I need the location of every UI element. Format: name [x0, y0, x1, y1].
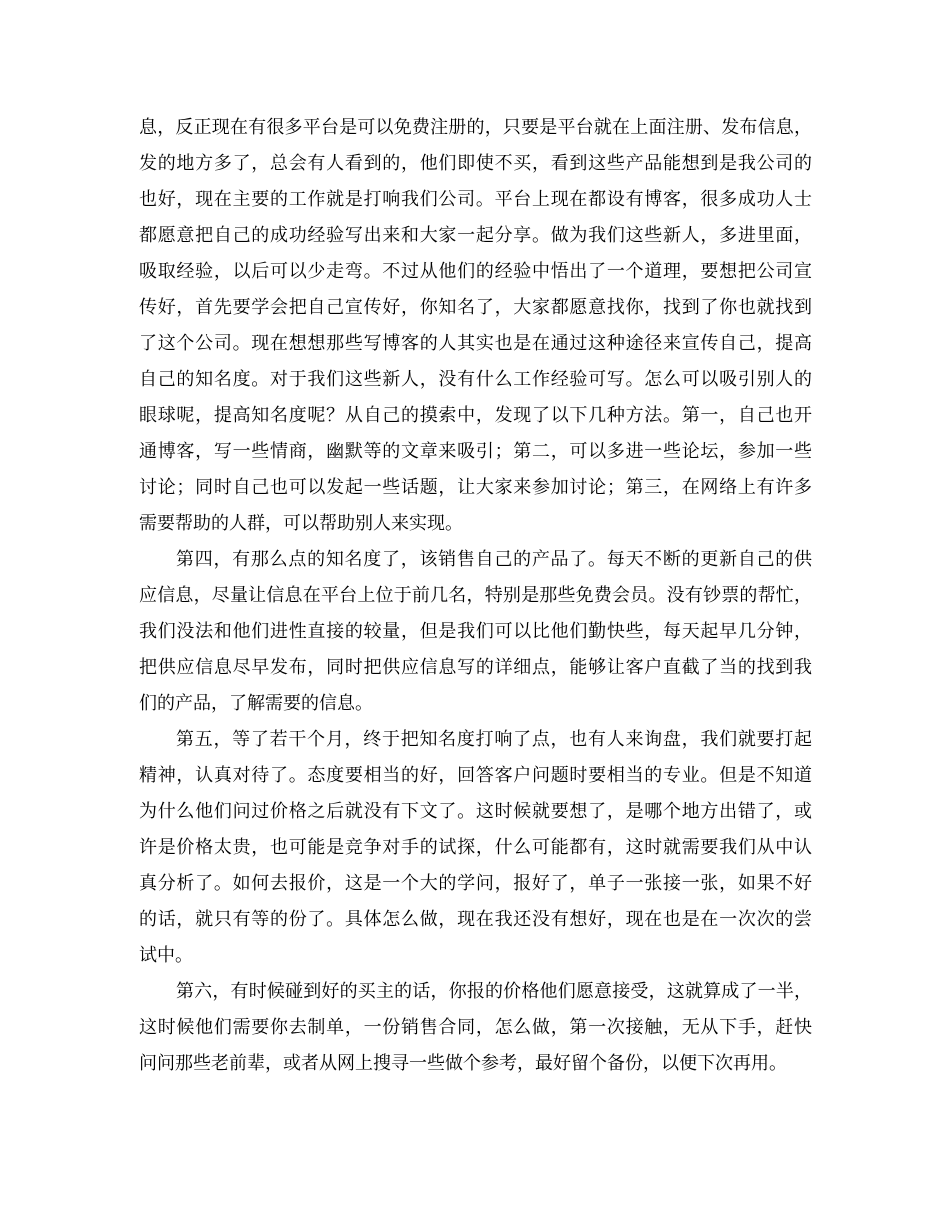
- text-line: 这时候他们需要你去制单，一份销售合同，怎么做，第一次接触，无从下手，赶快: [139, 1017, 812, 1038]
- text-line: 许是价格太贵，也可能是竞争对手的试探，什么可能都有，这时就需要我们从中认: [139, 837, 812, 858]
- text-line: 把供应信息尽早发布，同时把供应信息写的详细点，能够让客户直截了当的找到我: [139, 657, 812, 678]
- text-line: 真分析了。如何去报价，这是一个大的学问，报好了，单子一张接一张，如果不好: [139, 873, 812, 894]
- text-line: 了这个公司。现在想想那些写博客的人其实也是在通过这种途径来宣传自己，提高: [139, 333, 812, 354]
- text-line: 们的产品，了解需要的信息。: [139, 693, 373, 714]
- text-line: 都愿意把自己的成功经验写出来和大家一起分享。做为我们这些新人，多进里面，: [139, 225, 812, 246]
- paragraph-first-line: 第五，等了若干个月，终于把知名度打响了点，也有人来询盘，我们就要打起: [176, 729, 812, 750]
- text-line: 的话，就只有等的份了。具体怎么做，现在我还没有想好，现在也是在一次次的尝: [139, 909, 812, 930]
- text-line: 通博客，写一些情商，幽默等的文章来吸引；第二，可以多进一些论坛，参加一些: [139, 441, 812, 462]
- text-line: 试中。: [139, 945, 193, 966]
- text-line: 吸取经验，以后可以少走弯。不过从他们的经验中悟出了一个道理，要想把公司宣: [139, 261, 812, 282]
- paragraph-first-line: 第六，有时候碰到好的买主的话，你报的价格他们愿意接受，这就算成了一半，: [176, 981, 812, 1002]
- text-line: 自己的知名度。对于我们这些新人，没有什么工作经验可写。怎么可以吸引别人的: [139, 369, 812, 390]
- text-line: 传好，首先要学会把自己宣传好，你知名了，大家都愿意找你，找到了你也就找到: [139, 297, 812, 318]
- text-line: 讨论；同时自己也可以发起一些话题，让大家来参加讨论；第三，在网络上有许多: [139, 477, 812, 498]
- text-line: 为什么他们问过价格之后就没有下文了。这时候就要想了，是哪个地方出错了，或: [139, 801, 812, 822]
- text-line: 眼球呢，提高知名度呢？从自己的摸索中，发现了以下几种方法。第一，自己也开: [139, 405, 812, 426]
- paragraph-first-line: 第四，有那么点的知名度了，该销售自己的产品了。每天不断的更新自己的供: [176, 549, 812, 570]
- text-line: 问问那些老前辈，或者从网上搜寻一些做个参考，最好留个备份，以便下次再用。: [139, 1053, 787, 1074]
- text-line: 也好，现在主要的工作就是打响我们公司。平台上现在都设有博客，很多成功人士: [139, 189, 812, 210]
- text-line: 我们没法和他们进性直接的较量，但是我们可以比他们勤快些，每天起早几分钟，: [139, 621, 812, 642]
- text-line: 应信息，尽量让信息在平台上位于前几名，特别是那些免费会员。没有钞票的帮忙，: [139, 585, 812, 606]
- text-line: 发的地方多了，总会有人看到的，他们即使不买，看到这些产品能想到是我公司的: [139, 153, 812, 174]
- text-line: 需要帮助的人群，可以帮助别人来实现。: [139, 513, 463, 534]
- text-line: 精神，认真对待了。态度要相当的好，回答客户问题时要相当的专业。但是不知道: [139, 765, 812, 786]
- text-line: 息，反正现在有很多平台是可以免费注册的，只要是平台就在上面注册、发布信息，: [139, 117, 812, 138]
